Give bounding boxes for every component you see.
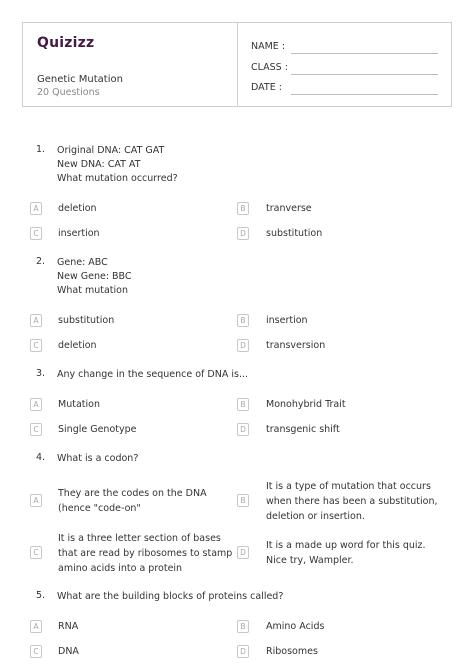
question-number: 3. [36, 368, 46, 379]
option-letter-b[interactable]: B [237, 202, 249, 215]
question-text: What are the building blocks of proteins called? [57, 591, 284, 602]
option-letter-c[interactable]: C [30, 423, 42, 436]
question-text: Any change in the sequence of DNA is... [57, 369, 248, 380]
question-text: What mutation [57, 285, 128, 296]
header-divider [237, 23, 238, 106]
question-number: 4. [36, 452, 46, 463]
option-text[interactable]: It is a type of mutation that occurs when there has been a substitution, deletion or insertion. [266, 481, 438, 522]
question-number: 2. [36, 256, 46, 267]
option-letter-d[interactable]: D [237, 546, 249, 559]
date-field[interactable] [291, 94, 438, 95]
class-field[interactable] [291, 74, 438, 75]
worksheet-header [22, 22, 452, 107]
option-text[interactable]: substitution [58, 315, 115, 326]
question-text: New Gene: BBC [57, 271, 132, 282]
option-text[interactable]: transgenic shift [266, 424, 340, 435]
option-letter-b[interactable]: B [237, 314, 249, 327]
option-letter-d[interactable]: D [237, 339, 249, 352]
option-text[interactable]: Single Genotype [58, 424, 137, 435]
option-text[interactable]: It is a three letter section of bases that are read by ribosomes to stamp amino acids into a protein [58, 533, 233, 574]
option-letter-a[interactable]: A [30, 398, 42, 411]
option-text[interactable]: Ribosomes [266, 646, 318, 657]
class-label: CLASS : [251, 62, 288, 73]
question-text: New DNA: CAT AT [57, 159, 141, 170]
option-text[interactable]: RNA [58, 621, 79, 632]
option-text[interactable]: They are the codes on the DNA (hence "code-on" [58, 488, 207, 514]
option-letter-d[interactable]: D [237, 645, 249, 658]
option-text[interactable]: transversion [266, 340, 326, 351]
option-letter-c[interactable]: C [30, 645, 42, 658]
question-number: 1. [36, 144, 46, 155]
option-text[interactable]: insertion [58, 228, 100, 239]
option-letter-d[interactable]: D [237, 423, 249, 436]
option-letter-b[interactable]: B [237, 620, 249, 633]
option-letter-c[interactable]: C [30, 227, 42, 240]
question-text: Original DNA: CAT GAT [57, 145, 165, 156]
option-text[interactable]: substitution [266, 228, 323, 239]
worksheet-title: Genetic Mutation [37, 74, 123, 85]
option-text[interactable]: Mutation [58, 399, 100, 410]
option-text[interactable]: It is a made up word for this quiz. Nice try, Wampler. [266, 540, 426, 566]
option-text[interactable]: insertion [266, 315, 308, 326]
option-text[interactable]: tranverse [266, 203, 312, 214]
question-text: What mutation occurred? [57, 173, 178, 184]
question-count: 20 Questions [37, 87, 100, 98]
quizizz-logo: Quizizz [37, 35, 95, 51]
option-letter-a[interactable]: A [30, 202, 42, 215]
option-letter-b[interactable]: B [237, 398, 249, 411]
option-text[interactable]: DNA [58, 646, 79, 657]
date-label: DATE : [251, 82, 282, 93]
question-text: Gene: ABC [57, 257, 108, 268]
name-label: NAME : [251, 41, 286, 52]
option-text[interactable]: deletion [58, 203, 97, 214]
option-letter-b[interactable]: B [237, 494, 249, 507]
option-letter-a[interactable]: A [30, 620, 42, 633]
option-letter-a[interactable]: A [30, 314, 42, 327]
option-text[interactable]: deletion [58, 340, 97, 351]
option-letter-a[interactable]: A [30, 494, 42, 507]
option-letter-c[interactable]: C [30, 339, 42, 352]
option-letter-c[interactable]: C [30, 546, 42, 559]
name-field[interactable] [291, 53, 438, 54]
option-text[interactable]: Monohybrid Trait [266, 399, 346, 410]
option-text[interactable]: Amino Acids [266, 621, 325, 632]
question-number: 5. [36, 590, 46, 601]
question-text: What is a codon? [57, 453, 139, 464]
option-letter-d[interactable]: D [237, 227, 249, 240]
